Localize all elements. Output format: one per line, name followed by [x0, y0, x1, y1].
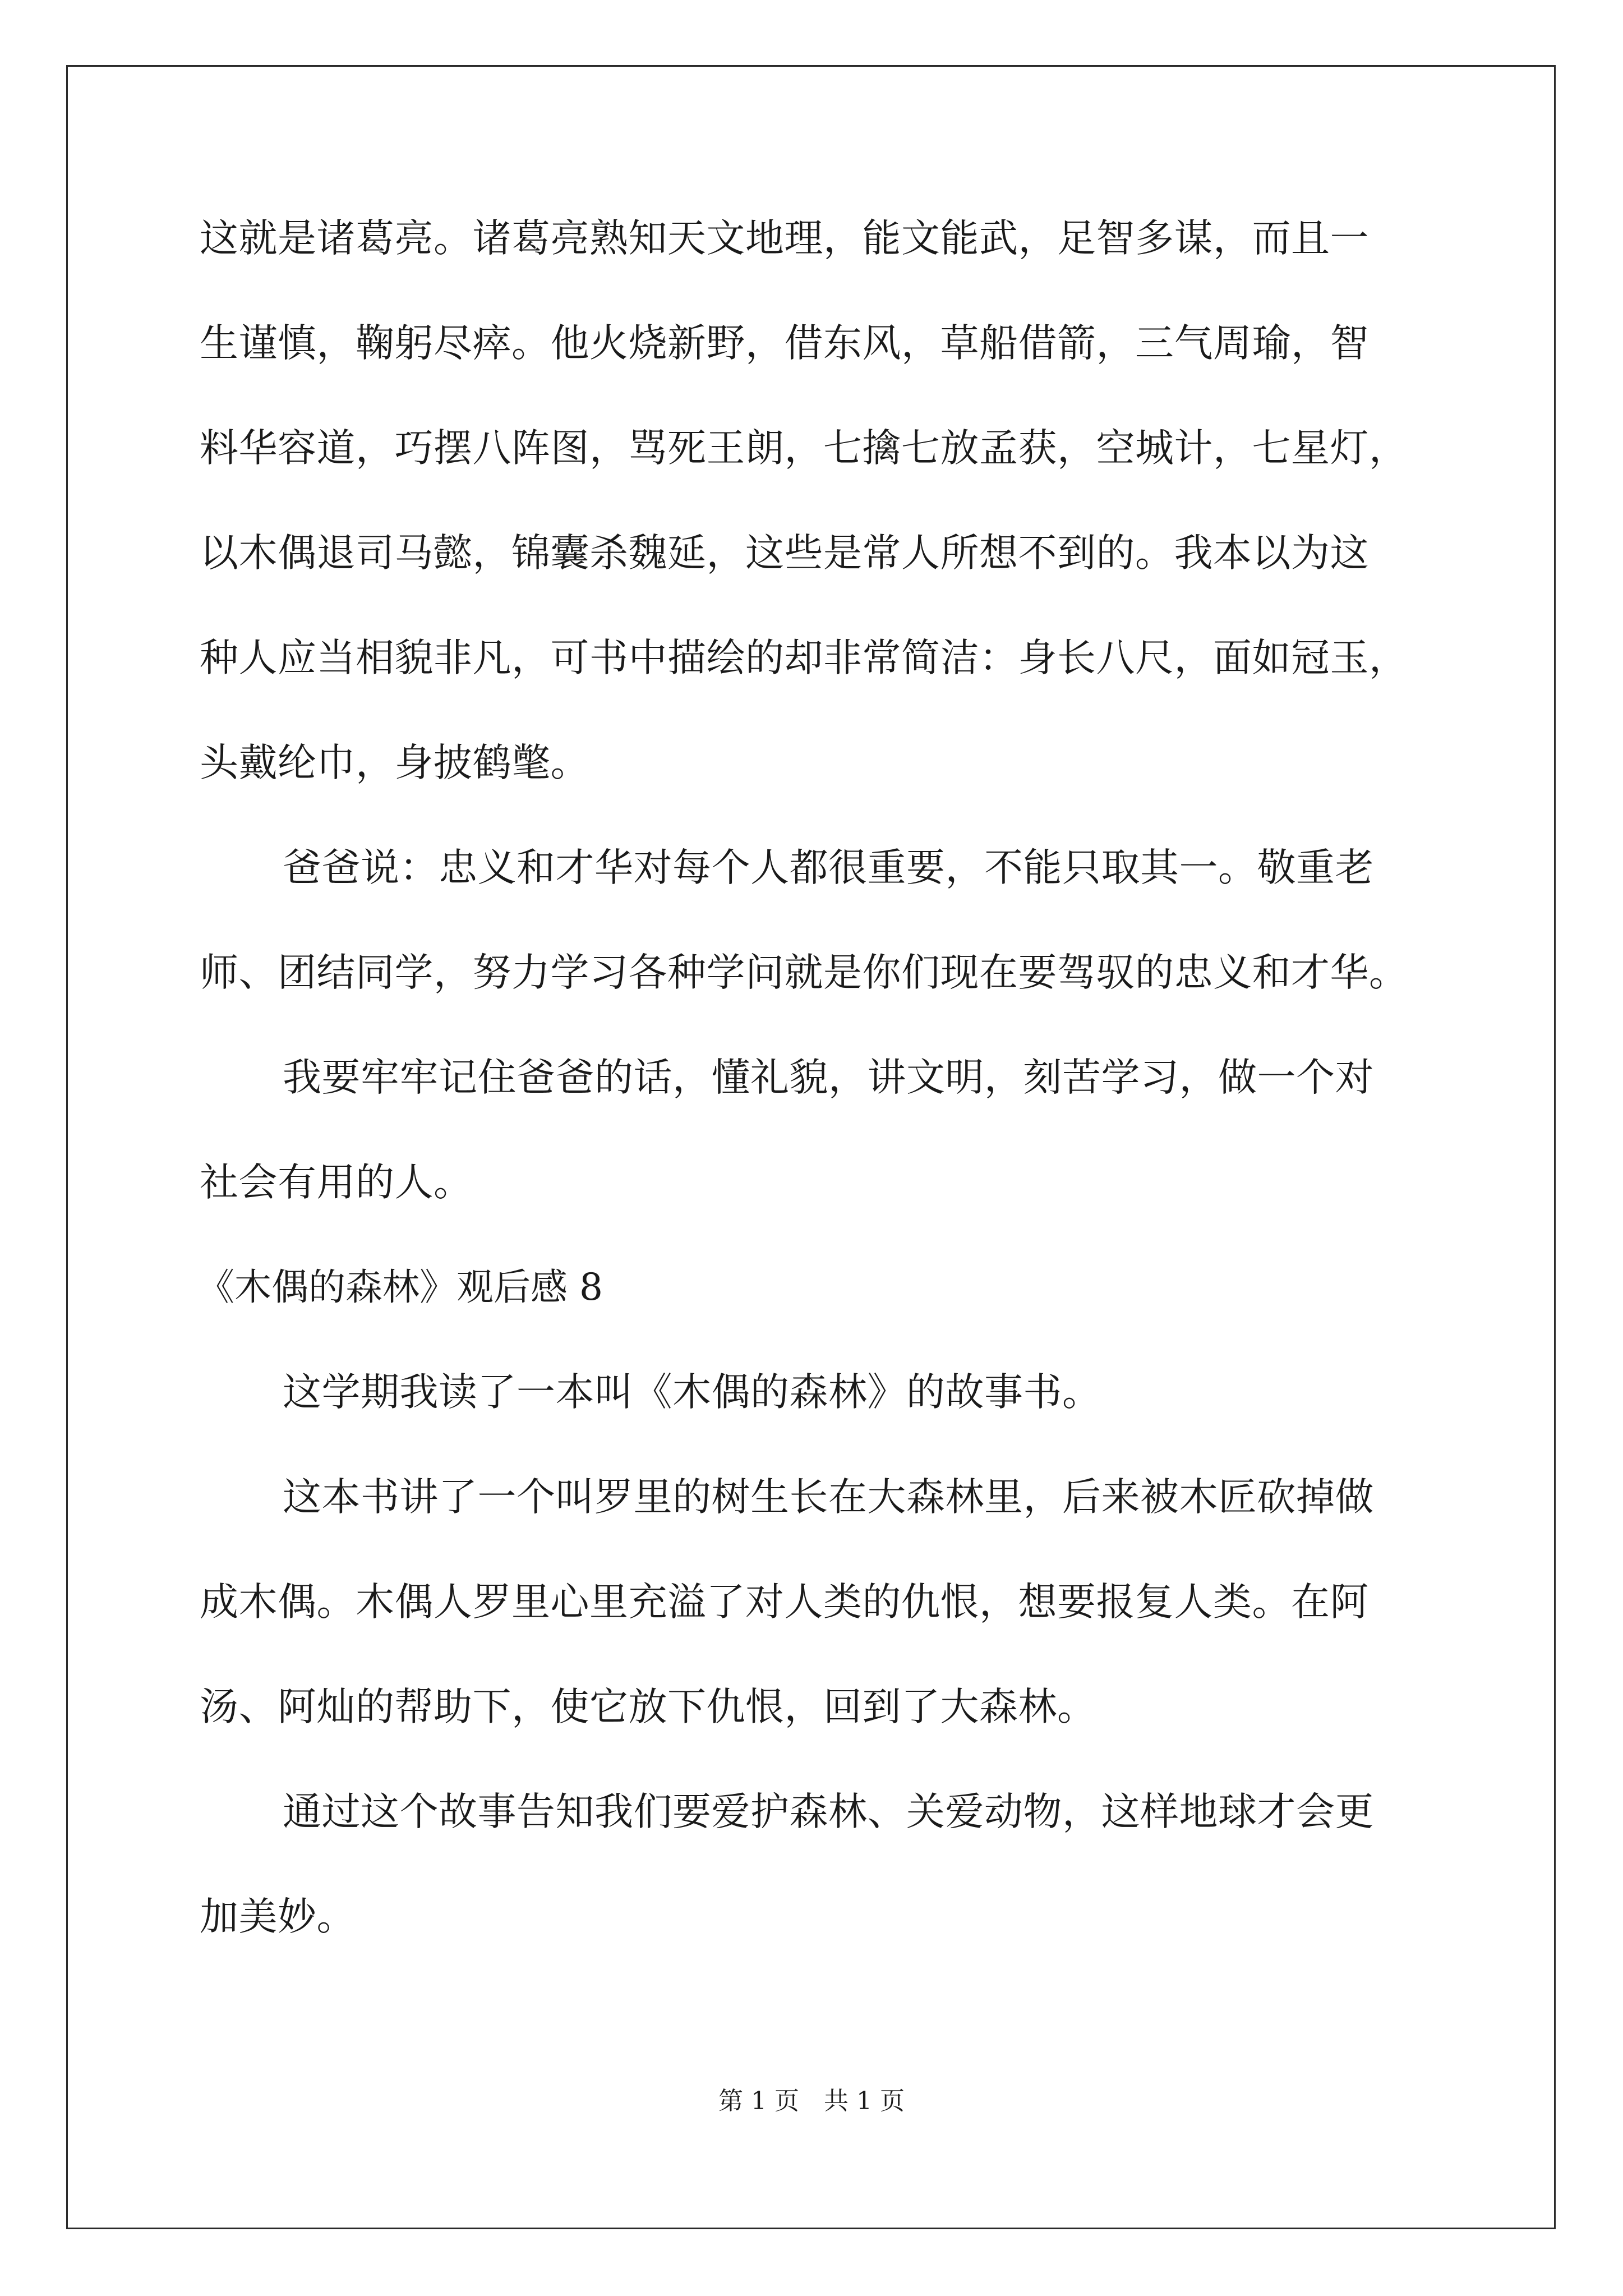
body-text-line: 种人应当相貌非凡，可书中描绘的却非常简洁：身长八尺，面如冠玉，	[200, 636, 1408, 680]
body-text-line: 加美妙。	[200, 1894, 356, 1939]
body-text-line: 这就是诸葛亮。诸葛亮熟知天文地理，能文能武，足智多谋，而且一	[200, 216, 1369, 261]
body-text-line: 师、团结同学，努力学习各种学问就是你们现在要驾驭的忠义和才华。	[200, 950, 1408, 995]
body-text-line: 这本书讲了一个叫罗里的树生长在大森林里，后来被木匠砍掉做	[283, 1475, 1374, 1520]
body-text-line: 汤、阿灿的帮助下，使它放下仇恨，回到了大森林。	[200, 1685, 1096, 1729]
body-text-line: 成木偶。木偶人罗里心里充溢了对人类的仇恨，想要报复人类。在阿	[200, 1580, 1369, 1625]
body-text-line: 我要牢牢记住爸爸的话，懂礼貌，讲文明，刻苦学习，做一个对	[283, 1055, 1374, 1100]
body-text-line: 生谨慎，鞠躬尽瘁。他火烧新野，借东风，草船借箭，三气周瑜，智	[200, 321, 1369, 366]
section-heading: 《木偶的森林》观后感 8	[197, 1266, 603, 1309]
body-text-line: 爸爸说：忠义和才华对每个人都很重要，不能只取其一。敬重老	[283, 845, 1374, 890]
body-text-line: 这学期我读了一本叫《木偶的森林》的故事书。	[283, 1370, 1101, 1415]
body-text-line: 通过这个故事告知我们要爱护森林、关爱动物，这样地球才会更	[283, 1789, 1374, 1834]
body-text-line: 以木偶退司马懿，锦囊杀魏延，这些是常人所想不到的。我本以为这	[200, 531, 1369, 576]
body-text-line: 社会有用的人。	[200, 1160, 473, 1205]
document-body	[197, 213, 1433, 1996]
body-text-line: 头戴纶巾，身披鹤氅。	[200, 740, 589, 785]
body-text-line: 料华容道，巧摆八阵图，骂死王朗，七擒七放孟获，空城计，七星灯，	[200, 426, 1408, 471]
page-footer: 第 1 页 共 1 页	[718, 2087, 905, 2115]
